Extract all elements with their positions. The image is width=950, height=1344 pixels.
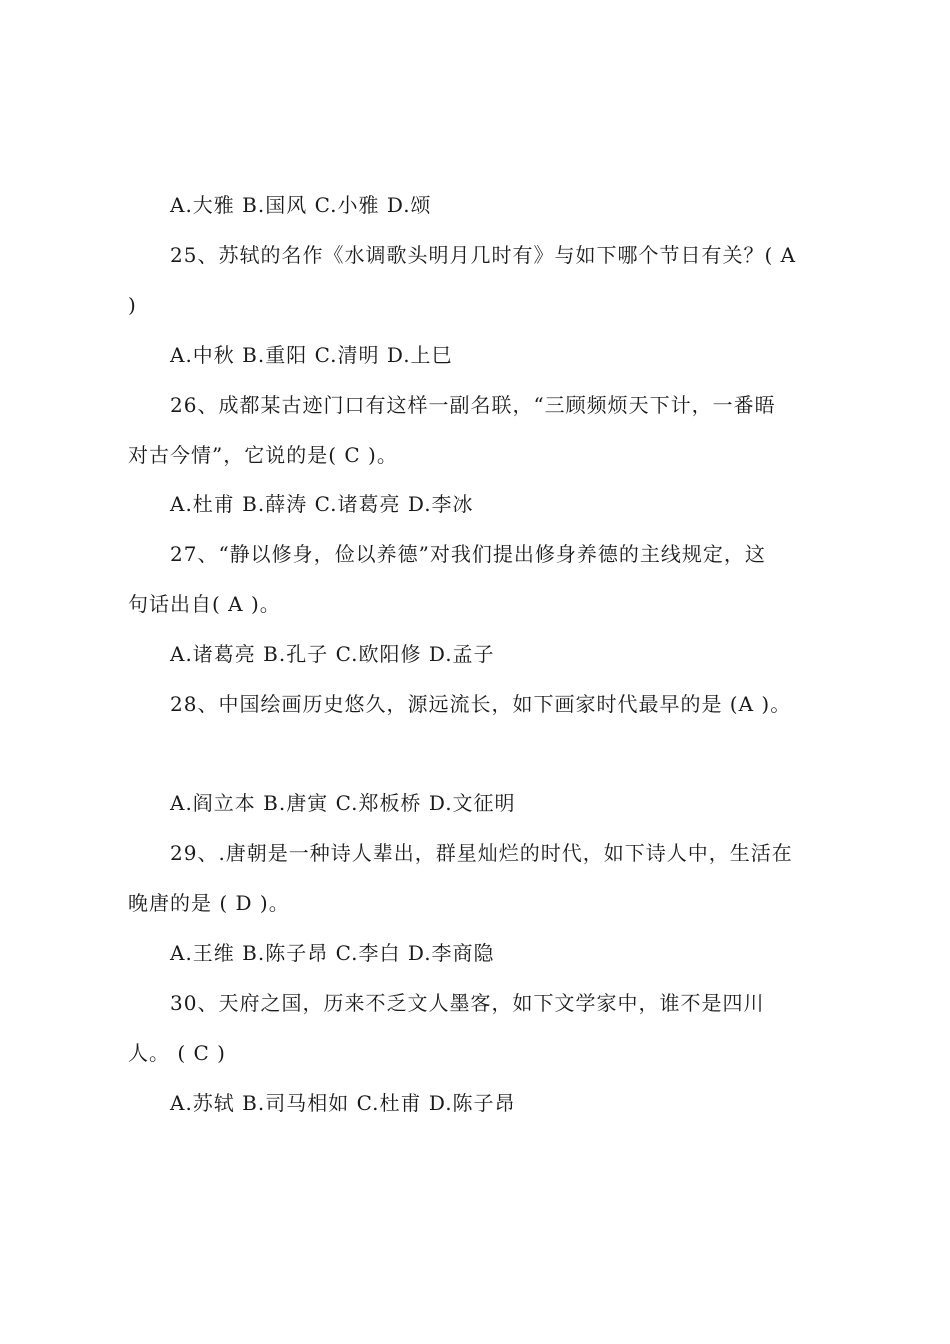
- question-29-line-2: 晚唐的是 ( D )。: [128, 891, 290, 915]
- options-q28: A.阎立本 B.唐寅 C.郑板桥 D.文征明: [170, 791, 516, 815]
- question-30-line-2: 人。 ( C ): [128, 1041, 226, 1065]
- question-26-line-1: 26、成都某古迹门口有这样一副名联，“三顾频烦天下计，一番晤: [170, 393, 776, 417]
- question-25-line-1: 25、苏轼的名作《水调歌头明月几时有》与如下哪个节日有关？( A: [170, 243, 797, 267]
- options-q27: A.诸葛亮 B.孔子 C.欧阳修 D.孟子: [170, 642, 495, 666]
- options-q26: A.杜甫 B.薛涛 C.诸葛亮 D.李冰: [170, 492, 474, 516]
- question-27-line-2: 句话出自( A )。: [128, 592, 281, 616]
- question-29-line-1: 29、.唐朝是一种诗人辈出，群星灿烂的时代，如下诗人中，生活在: [170, 841, 793, 865]
- question-27-line-1: 27、“静以修身，俭以养德”对我们提出修身养德的主线规定，这: [170, 542, 766, 566]
- question-25-line-2: ): [128, 293, 137, 317]
- options-q29: A.王维 B.陈子昂 C.李白 D.李商隐: [170, 941, 495, 965]
- options-q30: A.苏轼 B.司马相如 C.杜甫 D.陈子昂: [170, 1091, 516, 1115]
- options-q25: A.中秋 B.重阳 C.清明 D.上巳: [170, 343, 453, 367]
- question-28-line-1: 28、中国绘画历史悠久，源远流长，如下画家时代最早的是 (A )。: [170, 692, 792, 716]
- question-30-line-1: 30、天府之国，历来不乏文人墨客，如下文学家中，谁不是四川: [170, 991, 765, 1015]
- question-26-line-2: 对古今情”，它说的是( C )。: [128, 443, 398, 467]
- options-q24: A.大雅 B.国风 C.小雅 D.颂: [170, 193, 432, 217]
